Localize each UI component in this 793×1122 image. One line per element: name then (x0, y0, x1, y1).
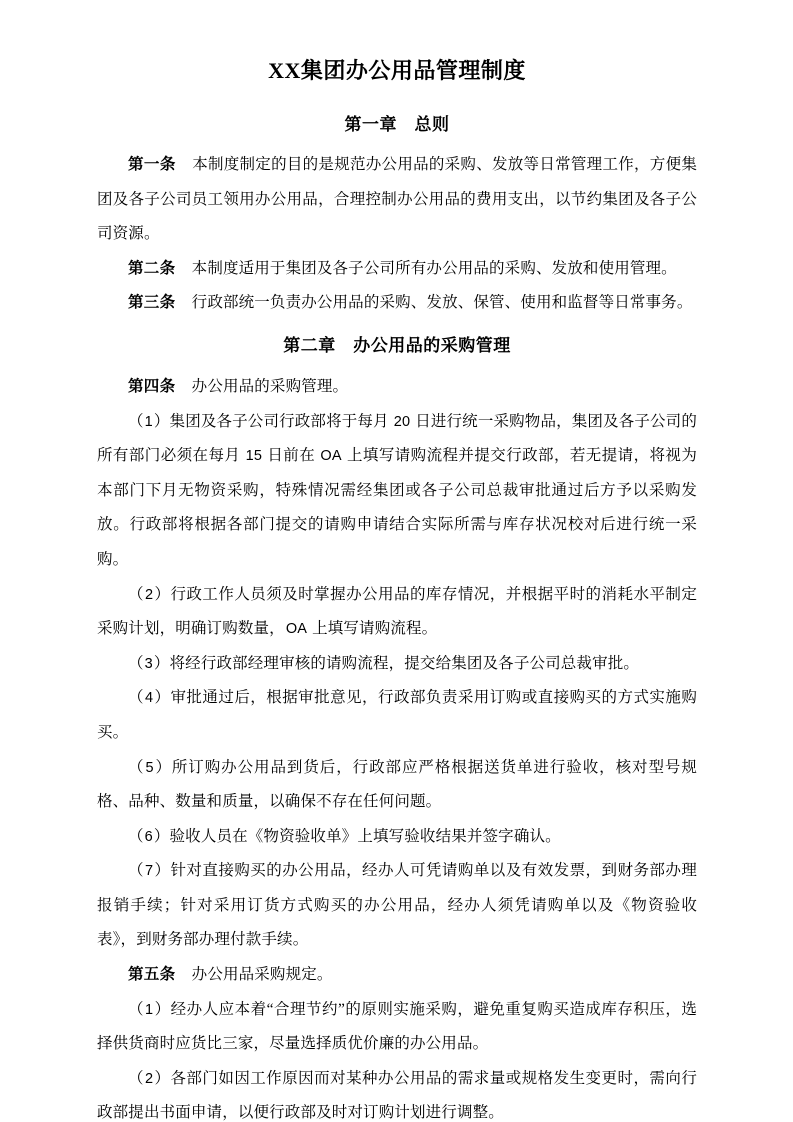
article-label: 第三条 (128, 294, 176, 312)
article-paragraph (97, 252, 697, 287)
latin-run: 7 (144, 863, 154, 880)
paragraph-text: （4）审批通过后，根据审批意见，行政部负责采用订购或直接购买的方式实施购买。 (97, 689, 697, 741)
paragraph-text: 行政部统一负责办公用品的采购、发放、保管、使用和监督等日常事务。 (191, 294, 693, 312)
paragraph-text: 本制度适用于集团及各子公司所有办公用品的采购、发放和使用管理。 (191, 259, 677, 277)
paragraph-text: （5）所订购办公用品到货后，行政部应严格根据送货单进行验收，核对型号规格、品种、数量和质量，以确保不存在任何问题。 (97, 758, 697, 811)
clause-paragraph (97, 820, 697, 855)
paragraph-text: 本制度制定的目的是规范办公用品的采购、发放等日常管理工作，方便集团及各子公司员工领用办公用品，合理控制办公用品的费用支出，以节约集团及各子公司资源。 (97, 156, 697, 243)
clause-paragraph (97, 681, 697, 750)
article-paragraph (97, 370, 697, 405)
clause-paragraph (97, 751, 697, 820)
latin-run: OA (285, 621, 308, 638)
latin-run: 4 (144, 690, 154, 707)
clause-paragraph (97, 854, 697, 958)
latin-run: 1 (145, 1001, 154, 1018)
paragraph-text: （3）将经行政部经理审核的请购流程，提交给集团及各子公司总裁审批。 (128, 654, 640, 672)
clause-paragraph (97, 405, 697, 578)
latin-run: 6 (144, 828, 153, 845)
paragraph-text: （2）各部门如因工作原因而对某种办公用品的需求量或规格发生变更时，需向行政部提出书面申请，以便行政部及时对订购计划进行调整。 (97, 1069, 697, 1122)
latin-run: 2 (144, 586, 154, 603)
article-label: 第二条 (128, 259, 176, 277)
paragraph-text: 办公用品的采购管理。 (191, 377, 349, 395)
article-label: 第四条 (128, 377, 176, 395)
latin-run: 20 (393, 413, 411, 430)
article-paragraph (97, 286, 697, 321)
clause-paragraph (97, 993, 697, 1062)
chapters-container (97, 110, 697, 1122)
article-paragraph (97, 958, 697, 993)
latin-run: 2 (144, 1070, 154, 1087)
latin-run: 5 (145, 759, 154, 776)
latin-run: OA (320, 448, 342, 465)
paragraph-text: （6）验收人员在《物资验收单》上填写验收结果并签字确认。 (128, 827, 561, 845)
paragraph-text: （1）经办人应本着“合理节约”的原则实施采购，避免重复购买造成库存积压，选择供货商时应货比三家，尽量选择质优价廉的办公用品。 (97, 1000, 698, 1053)
document-body (97, 54, 697, 1122)
paragraph-text: （2）行政工作人员须及时掌握办公用品的库存情况，并根据平时的消耗水平制定采购计划，明确订购数量，OA 上填写请购流程。 (97, 585, 697, 638)
latin-run: 3 (144, 655, 153, 672)
latin-run: 1 (144, 413, 153, 430)
chapter-heading: 第一章 总则 (344, 115, 450, 134)
clause-paragraph (97, 1062, 697, 1122)
document-title: XX集团办公用品管理制度 (268, 58, 526, 83)
paragraph-text: 办公用品采购规定。 (191, 966, 333, 984)
chapter-heading: 第二章 办公用品的采购管理 (283, 335, 511, 355)
clause-paragraph (97, 578, 697, 647)
paragraph-text: （7）针对直接购买的办公用品，经办人可凭请购单以及有效发票，到财务部办理报销手续；针对采用订货方式购买的办公用品，经办人须凭请购单以及《物资验收表》，到财务部办理付款手续。 (97, 862, 697, 949)
paragraph-text: （1）集团及各子公司行政部将于每月 20 日进行统一采购物品，集团及各子公司的所有部门必须在每月 15 日前在 OA 上填写请购流程并提交行政部，若无提请，将视为本部门下月无物资采购，特殊情况需经集团或各子公司总裁审批通过后方予以采购发放。行政部将根据各部门提交的请购申请结合实际所需与库存状况校对后进行统一采购。 (97, 412, 697, 568)
article-label: 第五条 (128, 966, 176, 984)
clause-paragraph (97, 647, 697, 682)
article-paragraph (97, 148, 697, 252)
latin-run: 15 (245, 448, 263, 465)
article-label: 第一条 (128, 156, 176, 173)
